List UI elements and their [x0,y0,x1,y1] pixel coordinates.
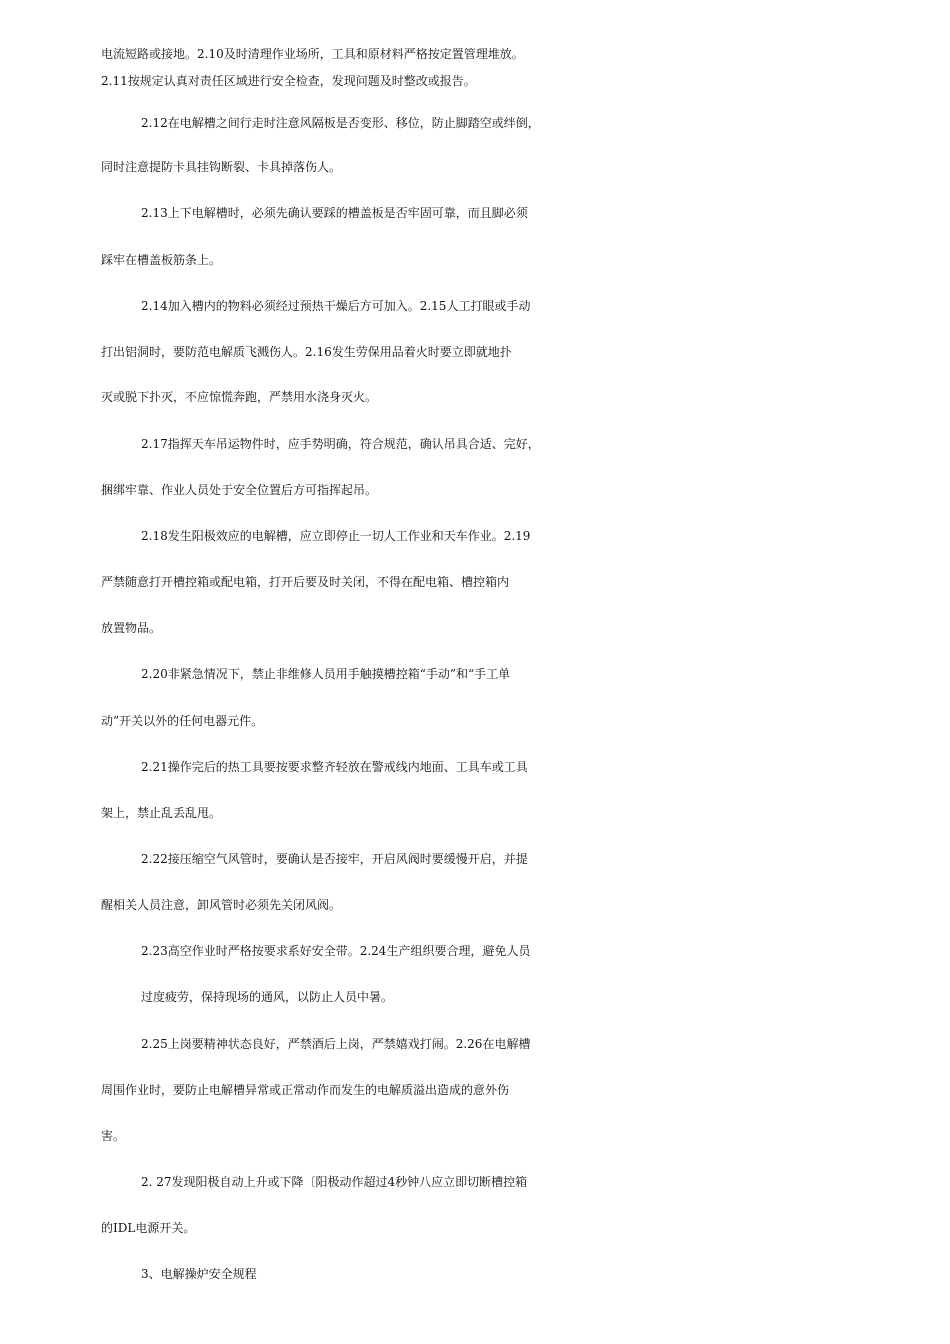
text-line-11: 捆绑牢靠、作业人员处于安全位置后方可指挥起吊。 [101,483,378,497]
text-line-20: 醒相关人员注意，卸风管时必须先关闭风阀。 [101,898,342,912]
text-line-22: 过度疲劳，保持现场的通风，以防止人员中暑。 [141,990,394,1004]
section-heading: 3、电解操炉安全规程 [141,1267,257,1281]
text-line-24: 周围作业时，要防止电解槽异常或正常动作而发生的电解质溢出造成的意外伤 [101,1083,510,1097]
text-line-17: 2.21操作完后的热工具要按要求整齐轻放在警戒线内地面、工具车或工具 [141,760,528,774]
text-line-4: 同时注意提防卡具挂钩断裂、卡具掉落伤人。 [101,160,342,174]
text-line-15: 2.20非紧急情况下，禁止非维修人员用手触摸槽控箱“手动”和“手工单 [141,667,511,681]
text-line-13: 严禁随意打开槽控箱或配电箱，打开后要及时关闭，不得在配电箱、槽控箱内 [101,575,510,589]
text-line-14: 放置物品。 [101,621,162,635]
text-line-23: 2.25上岗要精神状态良好，严禁酒后上岗，严禁嬉戏打闹。2.26在电解槽 [141,1037,531,1051]
text-line-9: 灭或脱下扑灭，不应惊慌奔跑，严禁用水浇身灭火。 [101,390,378,404]
text-line-1: 电流短路或接地。2.10及时清理作业场所，工具和原材料严格按定置管理堆放。 [101,47,524,61]
text-line-10: 2.17指挥天车吊运物件时，应手势明确，符合规范，确认吊具合适、完好， [141,437,540,451]
text-line-19: 2.22接压缩空气风管时，要确认是否接牢，开启风阀时要缓慢开启，并提 [141,852,528,866]
text-line-21: 2.23高空作业时严格按要求系好安全带。2.24生产组织要合理，避免人员 [141,944,531,958]
text-line-25: 害。 [101,1129,126,1143]
text-line-2: 2.11按规定认真对责任区域进行安全检查，发现问题及时整改或报告。 [101,74,476,88]
text-line-5: 2.13上下电解槽时，必须先确认要踩的槽盖板是否牢固可靠，而且脚必须 [141,206,528,220]
text-line-12: 2.18发生阳极效应的电解槽，应立即停止一切人工作业和天车作业。2.19 [141,529,531,543]
text-line-27: 的IDL电源开关。 [101,1221,196,1235]
text-line-8: 打出铝洞时，要防范电解质飞溅伤人。2.16发生劳保用品着火时要立即就地扑 [101,345,512,359]
text-line-16: 动”开关以外的任何电器元件。 [101,714,264,728]
text-line-7: 2.14加入槽内的物料必须经过预热干燥后方可加入。2.15人工打眼或手动 [141,299,531,313]
text-line-6: 踩牢在槽盖板筋条上。 [101,253,222,267]
text-line-26: 2. 27发现阳极自动上升或下降〔阳极动作超过4秒钟八应立即切断槽控箱 [141,1175,528,1189]
text-line-3: 2.12在电解槽之间行走时注意风隔板是否变形、移位，防止脚踏空或绊倒， [141,116,540,130]
text-line-18: 架上，禁止乱丢乱甩。 [101,806,222,820]
